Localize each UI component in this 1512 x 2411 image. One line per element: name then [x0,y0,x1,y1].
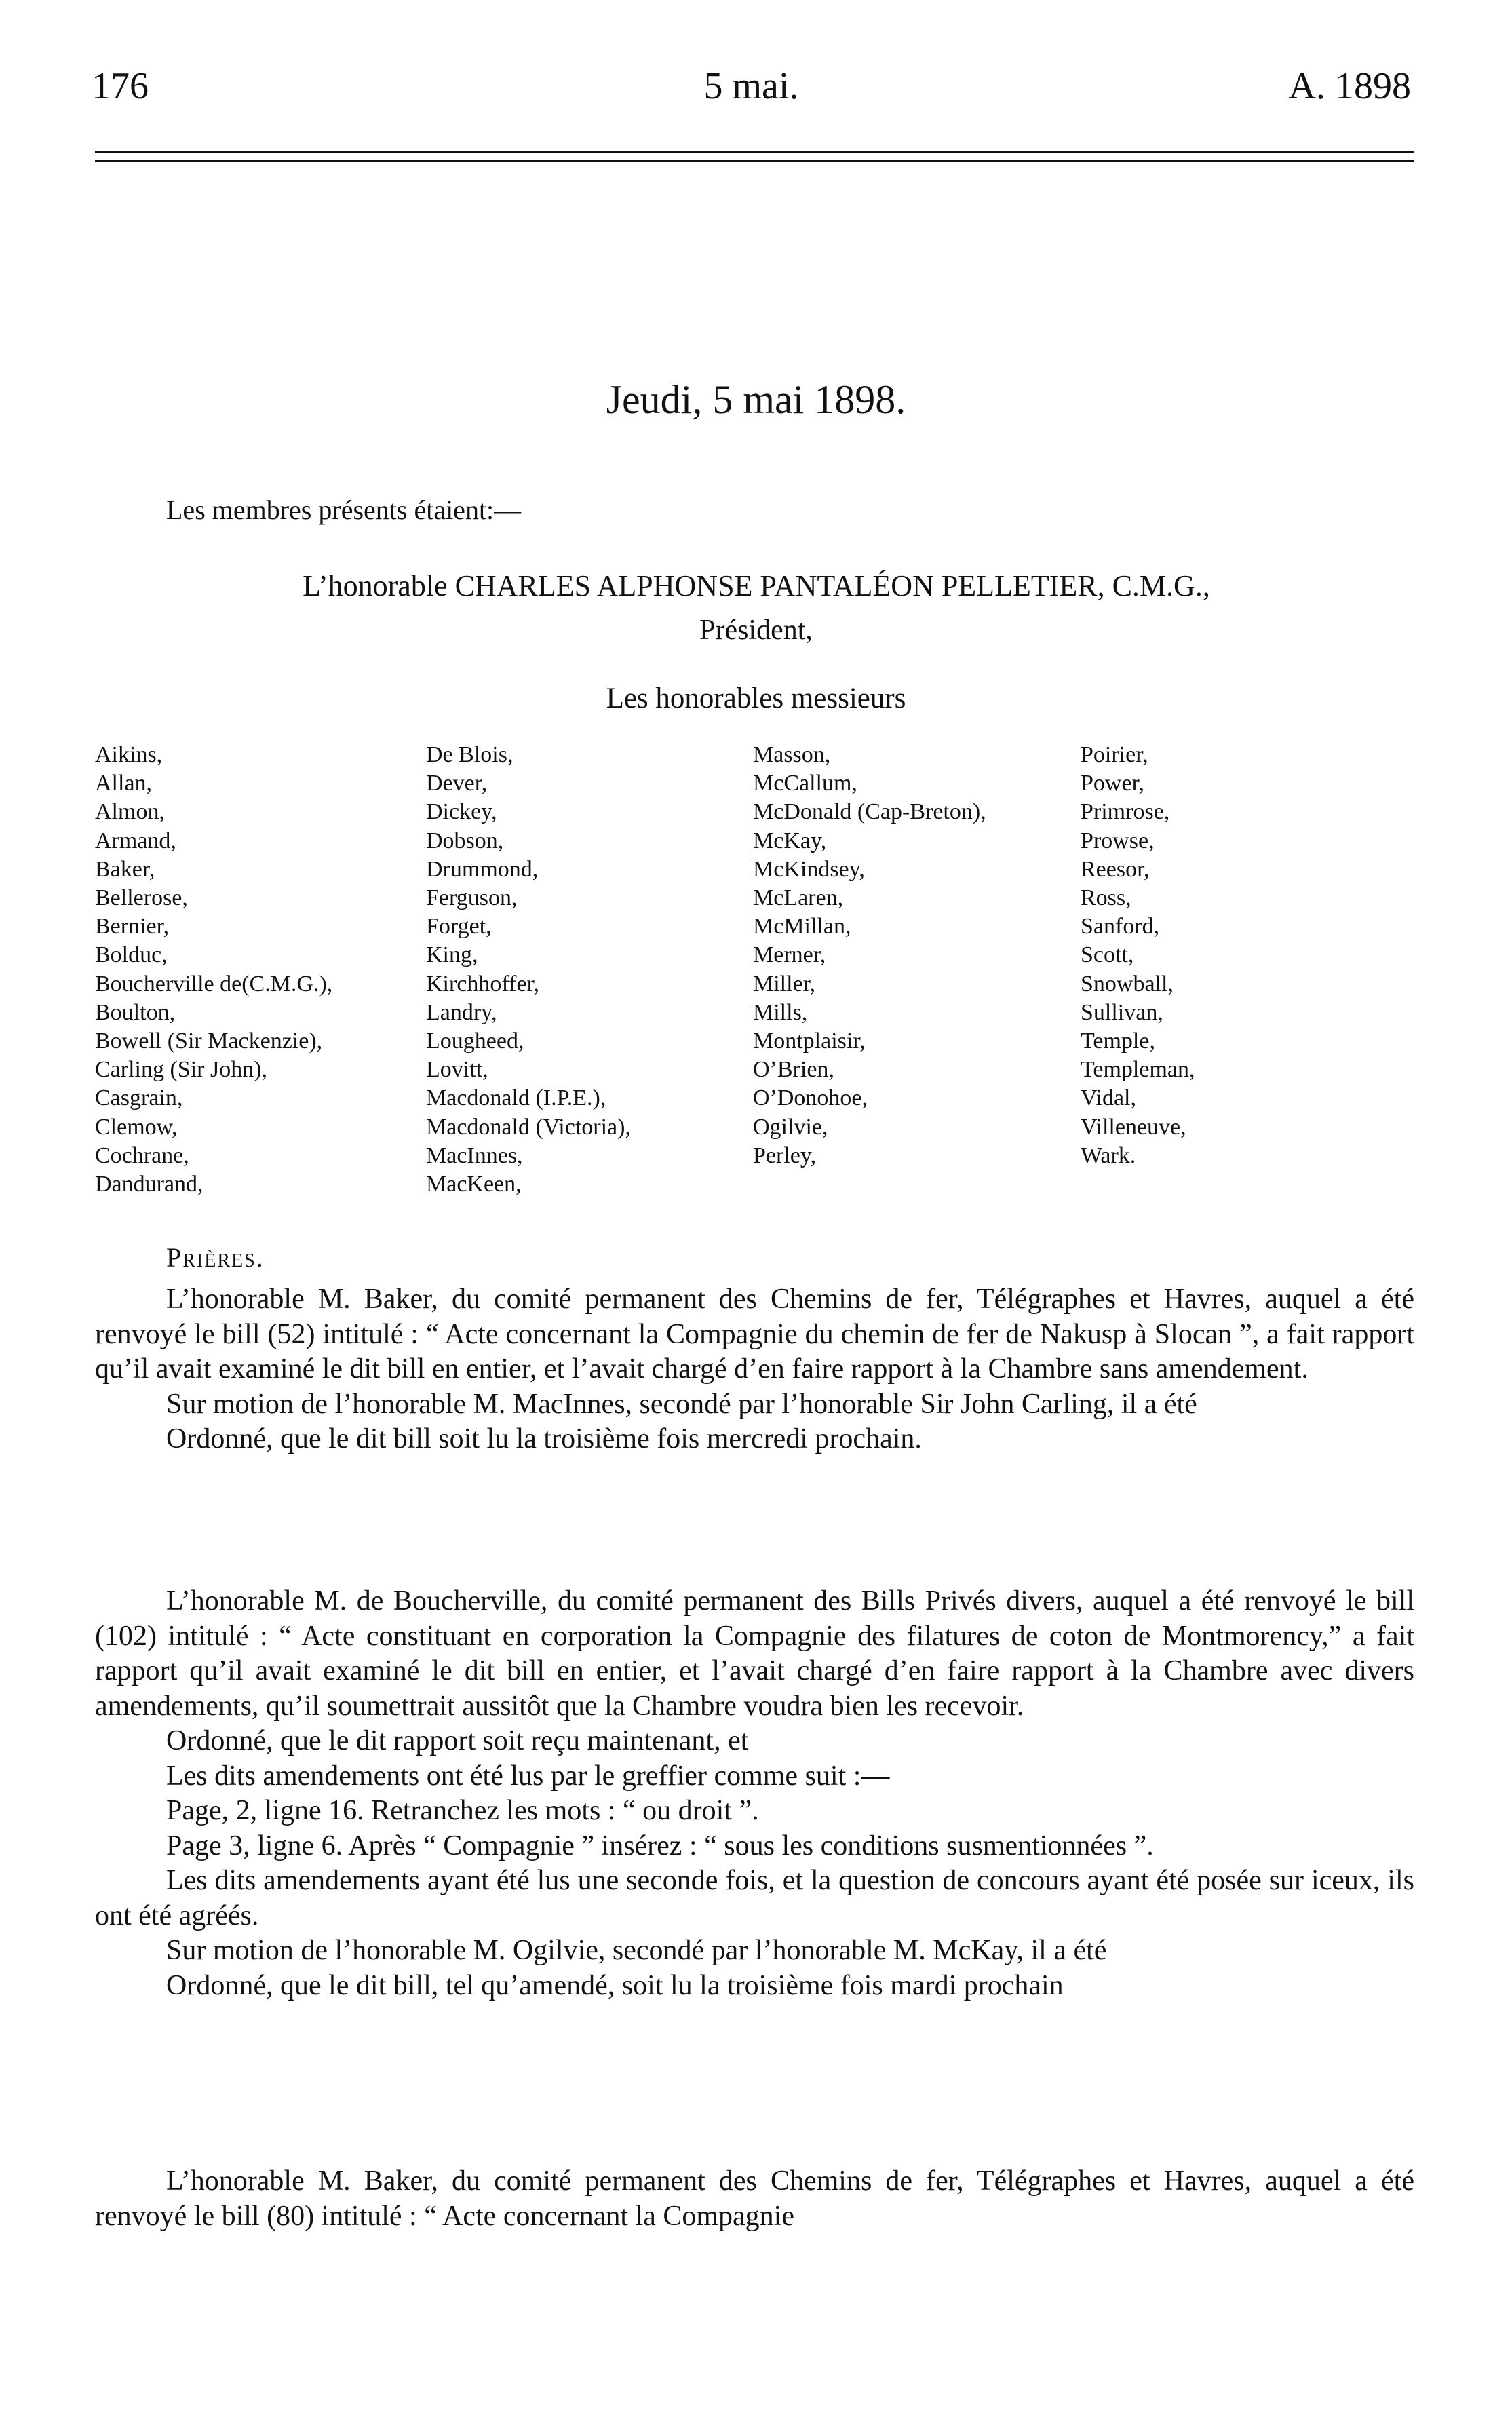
member-name: Clemow, [95,1114,178,1140]
paragraph: Page 3, ligne 6. Après “ Compagnie ” insérez : “ sous les conditions susmentionnées ”. [166,1830,1154,1862]
running-head [92,64,1411,119]
member-name: McDonald (Cap-Breton), [753,799,986,825]
member-name: Villeneuve, [1081,1114,1186,1140]
member-name: Temple, [1081,1028,1155,1054]
member-name: O’Donohoe, [753,1085,868,1111]
member-name: Bowell (Sir Mackenzie), [95,1028,323,1054]
member-name: Sullivan, [1081,999,1163,1025]
member-name: Reesor, [1081,856,1150,882]
member-name: Almon, [95,799,165,825]
president-name: L’honorable CHARLES ALPHONSE PANTALÉON PELLETIER, C.M.G., [303,569,1210,602]
paragraph: Sur motion de l’honorable M. MacInnes, secondé par l’honorable Sir John Carling, il a été [166,1388,1197,1420]
proceeding-block-3 [95,2164,1414,2234]
member-name: Allan, [95,771,153,796]
members-column-1 [95,741,332,1199]
member-name: McCallum, [753,771,857,796]
header-rule-bottom [95,160,1414,162]
member-name: Aikins, [95,742,163,767]
header-rule-top [95,151,1414,153]
member-name: Bellerose, [95,885,188,911]
member-name: Drummond, [426,856,539,882]
paragraph: Les dits amendements ont été lus par le greffier comme suit :— [166,1760,890,1792]
proceeding-block-1 [95,1282,1414,1457]
paragraph: Ordonné, que le dit rapport soit reçu maintenant, et [166,1725,749,1756]
member-name: Primrose, [1081,799,1170,825]
paragraph: Page, 2, ligne 16. Retranchez les mots : “ ou droit ”. [166,1795,759,1826]
member-name: Dandurand, [95,1172,203,1197]
honorables-heading: Les honorables messieurs [606,682,906,714]
members-column-2 [426,741,631,1199]
header-year: A. 1898 [1288,65,1411,107]
member-name: De Blois, [426,742,513,767]
member-name: Boulton, [95,999,176,1025]
member-name: Cochrane, [95,1142,189,1168]
members-column-4 [1081,741,1195,1170]
paragraph: L’honorable M. de Boucherville, du comité permanent des Bills Privés divers, auquel a été renvoyé le bill (102) intitulé : “ Acte constituant en corporation la Compagnie des filatures de coton de Montmorency,” a fait rapport qu’il avait examiné le dit bill en entier, et l’avait chargé d’en faire rapport à la Chambre avec divers amendements, qu’il soumettrait aussitôt que la Chambre voudra bien les recevoir. [95,1585,1414,1722]
member-name: MacInnes, [426,1142,523,1168]
president-title: Président, [699,615,813,646]
member-name: Power, [1081,771,1145,796]
member-name: Dever, [426,771,488,796]
member-name: Ogilvie, [753,1114,828,1140]
member-name: McMillan, [753,914,851,940]
paragraph: Sur motion de l’honorable M. Ogilvie, secondé par l’honorable M. McKay, il a été [166,1935,1107,1966]
member-name: Merner, [753,942,826,968]
member-name: Snowball, [1081,971,1174,997]
member-name: McKay, [753,828,827,853]
member-name: Mills, [753,999,808,1025]
paragraph: L’honorable M. Baker, du comité permanent des Chemins de fer, Télégraphes et Havres, auquel a été renvoyé le bill (80) intitulé : “ Acte concernant la Compagnie [95,2165,1414,2232]
member-name: King, [426,942,478,968]
member-name: Sanford, [1081,914,1160,940]
member-name: Perley, [753,1142,817,1168]
member-name: Baker, [95,856,155,882]
member-name: Armand, [95,828,176,853]
member-name: Landry, [426,999,497,1025]
member-name: Scott, [1081,942,1134,968]
member-name: Dobson, [426,828,504,853]
session-title: Jeudi, 5 mai 1898. [606,377,906,422]
header-date: 5 mai. [703,65,799,107]
member-name: Prowse, [1081,828,1155,853]
member-name: Dickey, [426,799,497,825]
paragraph: Ordonné, que le dit bill, tel qu’amendé, soit lu la troisième fois mardi prochain [166,1969,1064,2001]
member-name: Macdonald (I.P.E.), [426,1085,606,1111]
member-name: Templeman, [1081,1057,1195,1083]
member-name: McLaren, [753,885,844,911]
page-number: 176 [92,65,149,107]
proceeding-block-2 [95,1584,1414,2003]
member-name: Vidal, [1081,1085,1136,1111]
member-name: Poirier, [1081,742,1148,767]
paragraph: Les dits amendements ayant été lus une seconde fois, et la question de concours ayant été posée sur iceux, ils ont été agréés. [95,1865,1414,1931]
member-name: Ferguson, [426,885,518,911]
member-name: Miller, [753,971,816,997]
members-list [0,741,1512,1216]
member-name: Macdonald (Victoria), [426,1114,631,1140]
member-name: Masson, [753,742,831,767]
member-name: Carling (Sir John), [95,1057,268,1083]
member-name: Ross, [1081,885,1131,911]
member-name: Wark. [1081,1142,1136,1168]
member-name: Kirchhoffer, [426,971,539,997]
paragraph: Ordonné, que le dit bill soit lu la troisième fois mercredi prochain. [166,1423,922,1454]
present-intro: Les membres présents étaient:— [166,495,522,525]
paragraph: L’honorable M. Baker, du comité permanent des Chemins de fer, Télégraphes et Havres, auquel a été renvoyé le bill (52) intitulé : “ Acte concernant la Compagnie du chemin de fer de Nakusp à Slocan ”, a fait rapport qu’il avait examiné le dit bill en entier, et l’avait chargé d’en faire rapport à la Chambre sans amendement. [95,1284,1414,1385]
member-name: Lovitt, [426,1057,488,1083]
member-name: O’Brien, [753,1057,834,1083]
member-name: Forget, [426,914,492,940]
member-name: Casgrain, [95,1085,183,1111]
member-name: Bolduc, [95,942,168,968]
member-name: Montplaisir, [753,1028,866,1054]
member-name: McKindsey, [753,856,865,882]
member-name: Boucherville de(C.M.G.), [95,971,333,997]
member-name: MacKeen, [426,1172,522,1197]
member-name: Bernier, [95,914,170,940]
prayers-heading: Prières. [166,1242,265,1273]
member-name: Lougheed, [426,1028,524,1054]
members-column-3 [753,741,986,1170]
